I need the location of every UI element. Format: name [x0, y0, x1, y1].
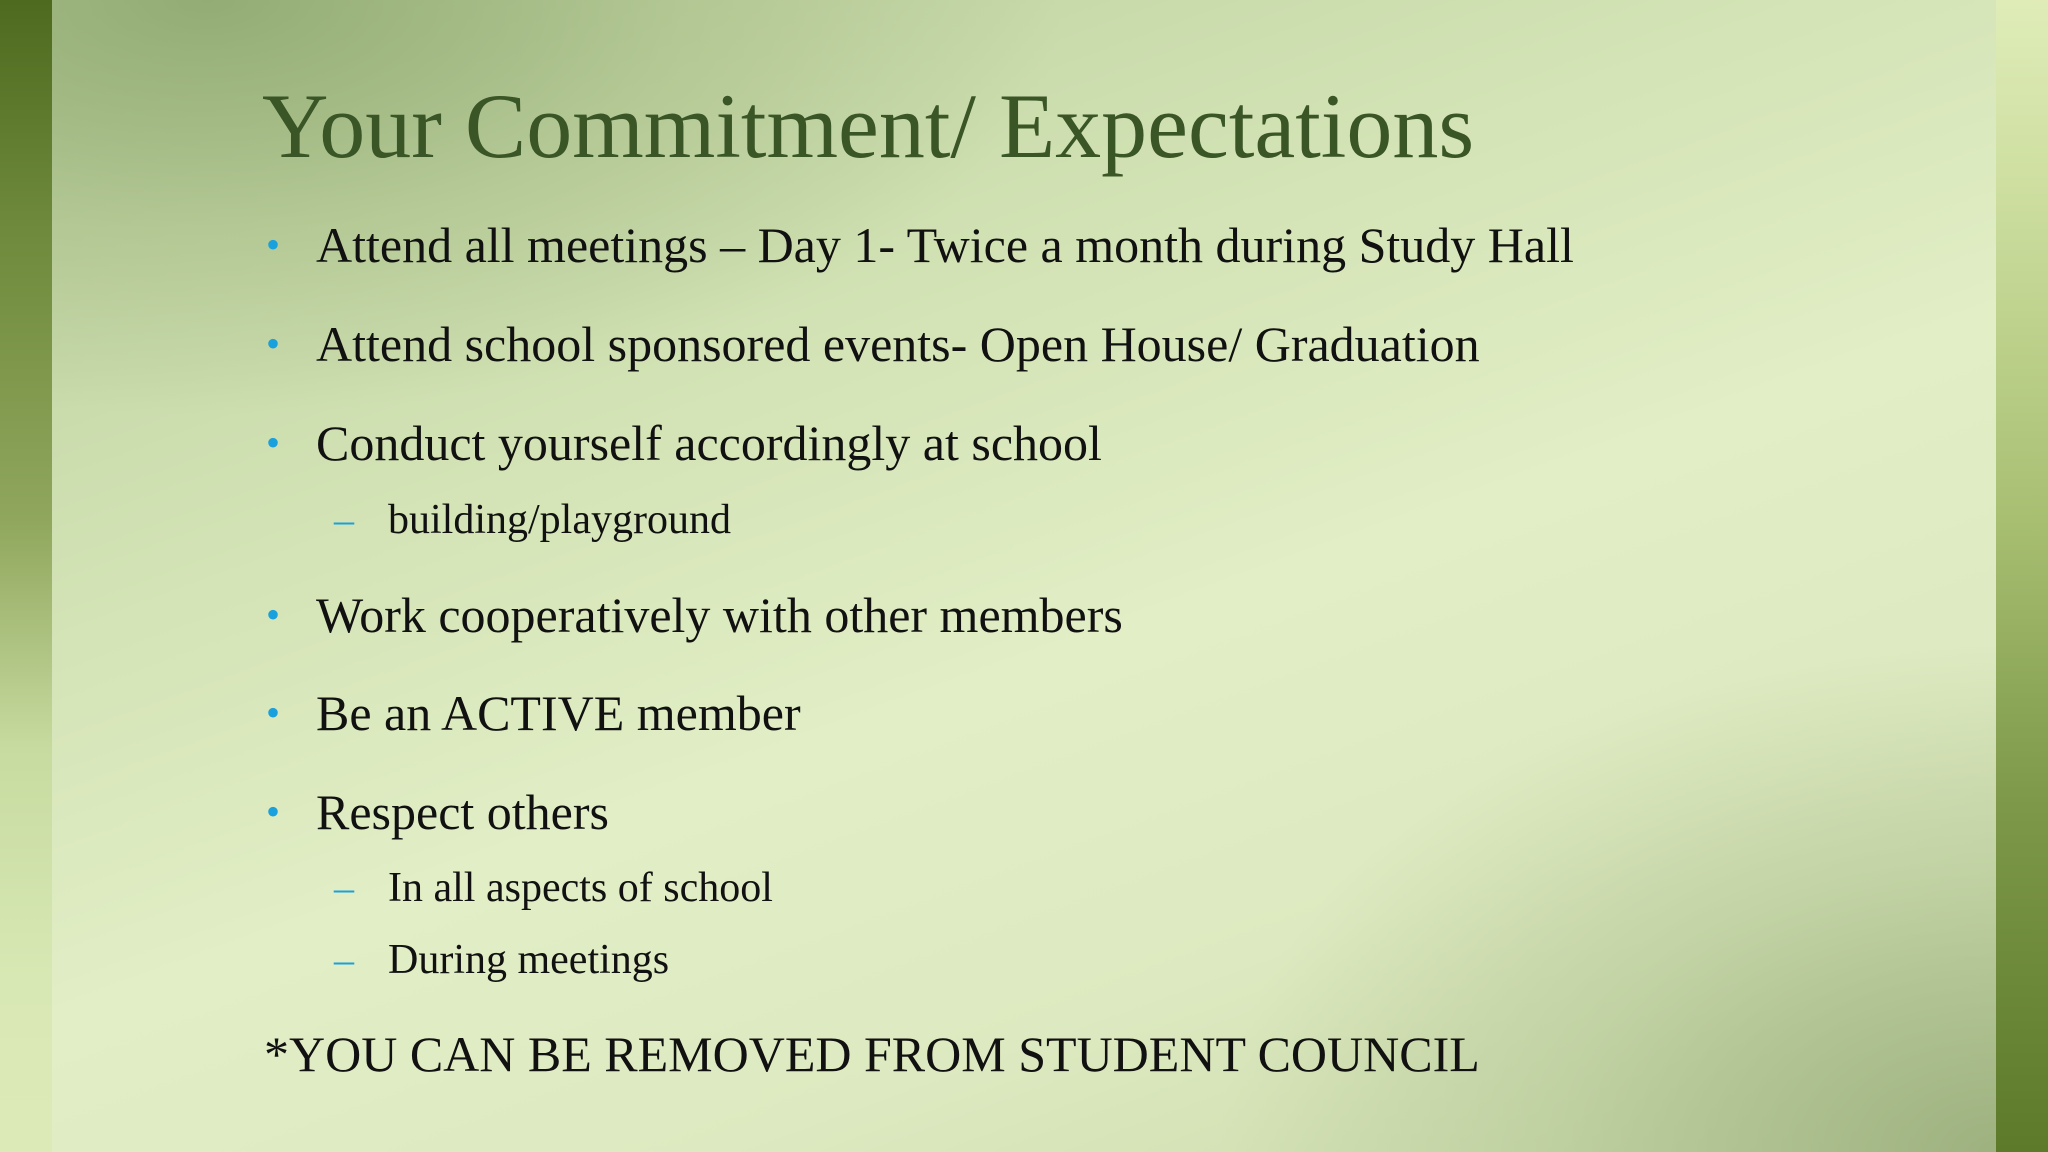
dash-marker: – [334, 937, 354, 982]
bullet-marker: • [266, 789, 281, 834]
left-edge-band [0, 0, 52, 1152]
bullet-marker: • [266, 690, 281, 735]
bullet-item [262, 314, 1480, 374]
dash-marker: – [334, 497, 354, 542]
bullet-text: Attend all meetings – Day 1- Twice a month during Study Hall [316, 217, 1574, 273]
dash-marker: – [334, 865, 354, 910]
sub-bullet-text: building/playground [388, 497, 731, 543]
bullet-text: Work cooperatively with other members [316, 587, 1123, 643]
bullet-item [262, 215, 1574, 275]
slide [52, 0, 1996, 1152]
sub-bullet-text: During meetings [388, 937, 670, 983]
right-edge-band [1996, 0, 2048, 1152]
bullet-item [262, 782, 609, 842]
bullet-text: Conduct yourself accordingly at school [316, 415, 1102, 471]
bullet-marker: • [266, 222, 281, 267]
sub-bullet-item [334, 862, 773, 914]
bullet-item [262, 683, 801, 743]
bullet-text: Respect others [316, 784, 609, 840]
bullet-item [262, 413, 1102, 473]
removal-warning-note: *YOU CAN BE REMOVED FROM STUDENT COUNCIL [264, 1026, 1480, 1082]
sub-bullet-item [334, 494, 731, 546]
bullet-marker: • [266, 592, 281, 637]
bullet-list [262, 0, 1962, 1152]
bullet-text: Be an ACTIVE member [316, 685, 801, 741]
bullet-item [262, 585, 1123, 645]
sub-bullet-item [334, 934, 669, 986]
bullet-marker: • [266, 321, 281, 366]
sub-bullet-text: In all aspects of school [388, 865, 773, 911]
bullet-marker: • [266, 420, 281, 465]
slide-title: Your Commitment/ Expectations [262, 75, 1475, 177]
bullet-text: Attend school sponsored events- Open House/ Graduation [316, 316, 1480, 372]
